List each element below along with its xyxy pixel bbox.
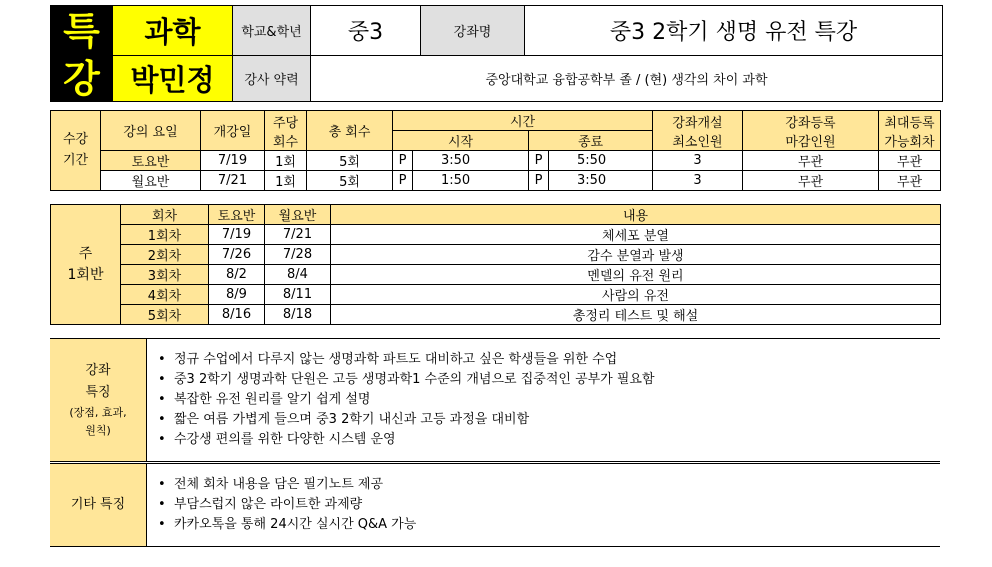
content-cell: 감수 분열과 발생: [331, 245, 941, 265]
weekly-plan-label: 주 1회반: [51, 205, 121, 325]
teacher-name: 박민정: [113, 56, 233, 102]
total-count-cell: 5회: [307, 151, 393, 171]
bullet: •: [158, 372, 166, 387]
open-date-cell: 7/19: [201, 151, 265, 171]
col-open-date: 개강일: [201, 111, 265, 151]
weekly-row: [51, 245, 941, 265]
weekly-row: [51, 305, 941, 325]
badge-special-top: 특: [51, 6, 113, 56]
list-item: • 짧은 여름 가볍게 들으며 중3 2학기 내신과 고등 과정을 대비함: [158, 410, 940, 430]
content-cell: 사람의 유전: [331, 285, 941, 305]
col-monday-class: 월요반: [265, 205, 331, 225]
end-ampm-cell: P: [529, 171, 549, 191]
list-item: • 중3 2학기 생명과학 단원은 고등 생명과학1 수준의 개념으로 집중적인 공부가 필요함: [158, 370, 940, 390]
weekly-row: [51, 265, 941, 285]
total-count-cell: 5회: [307, 171, 393, 191]
lecturer-profile-value: 중앙대학교 융합공학부 졸 / (현) 생각의 차이 과학: [311, 56, 943, 102]
list-item: • 카카오톡을 통해 24시간 실시간 Q&A 가능: [158, 515, 940, 535]
badge-special-bottom: 강: [51, 56, 113, 102]
school-grade-value: 중3: [311, 6, 421, 56]
weekly-row: [51, 285, 941, 305]
col-time-start: 시작: [393, 131, 529, 151]
min-students-cell: 3: [653, 171, 743, 191]
end-ampm-cell: P: [529, 151, 549, 171]
session-cell: 3회차: [121, 265, 209, 285]
session-cell: 5회차: [121, 305, 209, 325]
sat-date-cell: 8/9: [209, 285, 265, 305]
weekly-row: [51, 225, 941, 245]
enrollment-period-label: 수강 기간: [51, 111, 101, 191]
day-cell: 토요반: [101, 151, 201, 171]
col-registration-deadline: 강좌등록 마감인원: [743, 111, 879, 151]
sat-date-cell: 8/16: [209, 305, 265, 325]
other-features-list: [158, 464, 940, 546]
weekly-count-cell: 1회: [265, 171, 307, 191]
col-lecture-day: 강의 요일: [101, 111, 201, 151]
other-features-label: 기타 특징: [50, 464, 147, 546]
deadline-cell: 무관: [743, 151, 879, 171]
mon-date-cell: 7/21: [265, 225, 331, 245]
session-cell: 1회차: [121, 225, 209, 245]
bullet: •: [158, 432, 166, 447]
subject-title: 과학: [113, 6, 233, 56]
start-ampm-cell: P: [393, 171, 413, 191]
sat-date-cell: 7/19: [209, 225, 265, 245]
max-sessions-cell: 무관: [879, 171, 941, 191]
bullet: •: [158, 497, 166, 512]
mon-date-cell: 7/28: [265, 245, 331, 265]
course-name-value: 중3 2학기 생명 유전 특강: [525, 6, 943, 56]
bullet: •: [158, 352, 166, 367]
weekly-count-cell: 1회: [265, 151, 307, 171]
course-header: [50, 5, 943, 102]
col-time-end: 종료: [529, 131, 653, 151]
bullet: •: [158, 392, 166, 407]
sat-date-cell: 7/26: [209, 245, 265, 265]
col-total-count: 총 회수: [307, 111, 393, 151]
col-content: 내용: [331, 205, 941, 225]
max-sessions-cell: 무관: [879, 151, 941, 171]
course-features-label: 강좌 특징 (장점, 효과, 원칙): [50, 339, 147, 461]
school-grade-label: 학교&학년: [233, 6, 311, 56]
mon-date-cell: 8/4: [265, 265, 331, 285]
enrollment-period-table: [50, 110, 941, 191]
open-date-cell: 7/21: [201, 171, 265, 191]
col-min-students: 강좌개설 최소인원: [653, 111, 743, 151]
bullet: •: [158, 477, 166, 492]
bullet: •: [158, 412, 166, 427]
content-cell: 멘델의 유전 원리: [331, 265, 941, 285]
list-item: • 수강생 편의를 위한 다양한 시스템 운영: [158, 430, 940, 450]
list-item: • 복잡한 유전 원리를 알기 쉽게 설명: [158, 390, 940, 410]
col-saturday-class: 토요반: [209, 205, 265, 225]
content-cell: 총정리 테스트 및 해설: [331, 305, 941, 325]
session-cell: 2회차: [121, 245, 209, 265]
list-item: • 전체 회차 내용을 담은 필기노트 제공: [158, 475, 940, 495]
col-weekly-count: 주당 회수: [265, 111, 307, 151]
bullet: •: [158, 517, 166, 532]
session-cell: 4회차: [121, 285, 209, 305]
content-cell: 체세포 분열: [331, 225, 941, 245]
schedule-row: [51, 171, 941, 191]
min-students-cell: 3: [653, 151, 743, 171]
sat-date-cell: 8/2: [209, 265, 265, 285]
schedule-row: [51, 151, 941, 171]
start-time-cell: 3:50: [413, 151, 529, 171]
mon-date-cell: 8/18: [265, 305, 331, 325]
deadline-cell: 무관: [743, 171, 879, 191]
day-cell: 월요반: [101, 171, 201, 191]
mon-date-cell: 8/11: [265, 285, 331, 305]
start-time-cell: 1:50: [413, 171, 529, 191]
course-name-label: 강좌명: [421, 6, 525, 56]
other-features-section: [50, 463, 940, 547]
lecturer-profile-label: 강사 약력: [233, 56, 311, 102]
list-item: • 부담스럽지 않은 라이트한 과제량: [158, 495, 940, 515]
start-ampm-cell: P: [393, 151, 413, 171]
course-features-list: [158, 339, 940, 461]
weekly-plan-table: [50, 204, 941, 325]
col-session: 회차: [121, 205, 209, 225]
col-time: 시간: [393, 111, 653, 131]
course-features-section: [50, 338, 940, 462]
end-time-cell: 3:50: [549, 171, 653, 191]
list-item: • 정규 수업에서 다루지 않는 생명과학 파트도 대비하고 싶은 학생들을 위한 수업: [158, 350, 940, 370]
end-time-cell: 5:50: [549, 151, 653, 171]
col-max-sessions: 최대등록 가능회차: [879, 111, 941, 151]
